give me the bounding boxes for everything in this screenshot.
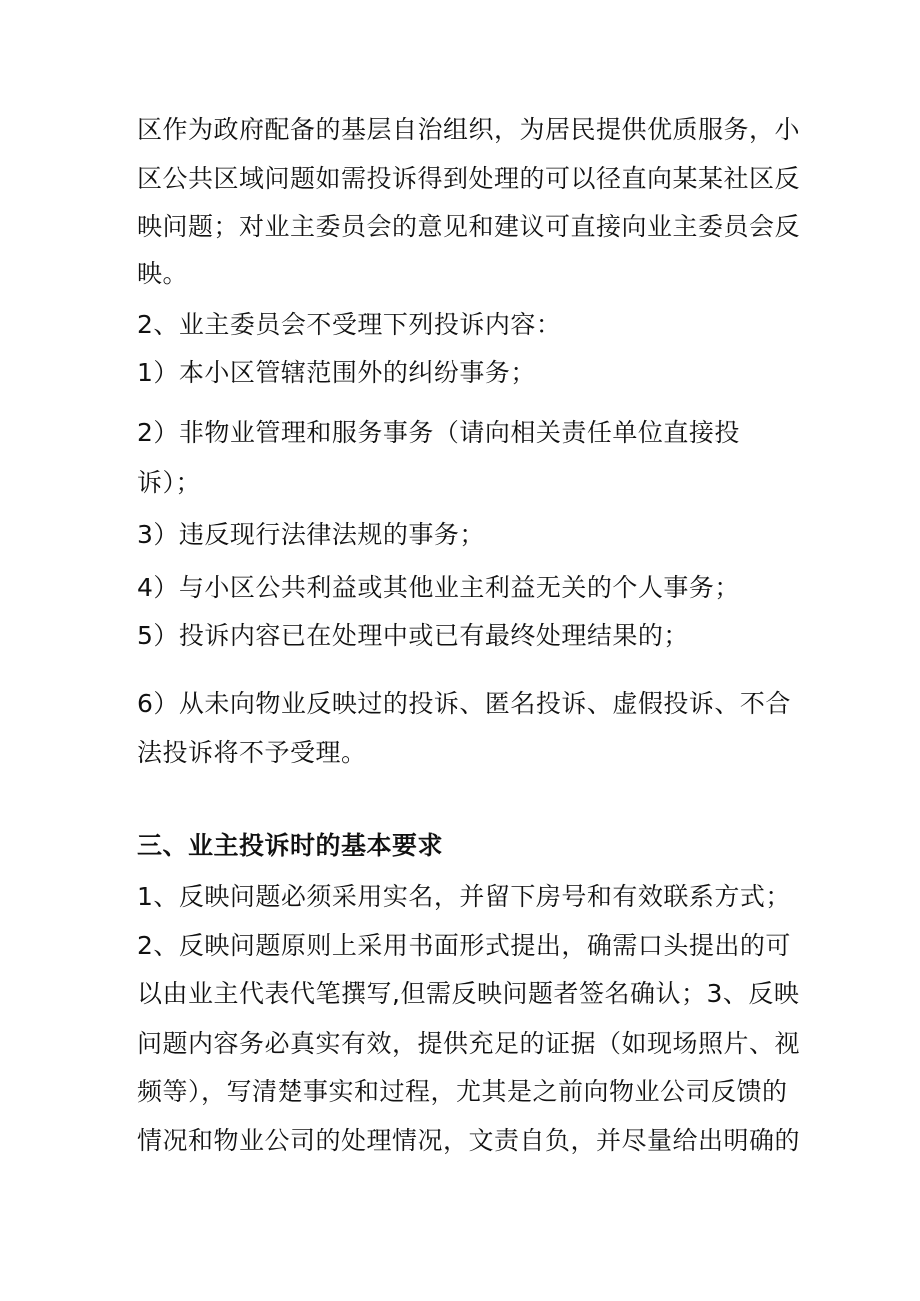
- section-two-title: 2、业主委员会不受理下列投诉内容：: [137, 310, 562, 339]
- section-three-line-2: 2、反映问题原则上采用书面形式提出，确需口头提出的可: [137, 931, 791, 960]
- section-two-item-2: 2）非物业管理和服务事务（请向相关责任单位直接投: [137, 418, 740, 447]
- intro-line-2: 区公共区域问题如需投诉得到处理的可以径直向某某社区反: [137, 164, 801, 193]
- section-two-item-5: 5）投诉内容已在处理中或已有最终处理结果的；: [137, 621, 689, 650]
- section-three-line-4: 问题内容务必真实有效，提供充足的证据（如现场照片、视: [137, 1029, 801, 1058]
- section-two-item-3: 3）违反现行法律法规的事务；: [137, 520, 485, 549]
- section-three-heading: 三、业主投诉时的基本要求: [137, 831, 444, 860]
- section-two-item-1: 1）本小区管辖范围外的纠纷事务；: [137, 358, 536, 387]
- section-two-item-6: 6）从未向物业反映过的投诉、匿名投诉、虚假投诉、不合: [137, 689, 791, 718]
- section-three-line-6: 情况和物业公司的处理情况，文责自负，并尽量给出明确的: [137, 1126, 801, 1155]
- section-three-line-3: 以由业主代表代笔撰写,但需反映问题者签名确认；3、反映: [137, 979, 800, 1008]
- section-three-line-1: 1、反映问题必须采用实名，并留下房号和有效联系方式；: [137, 882, 791, 911]
- section-two-item-6-cont: 法投诉将不予受理。: [137, 738, 367, 767]
- intro-line-4: 映。: [137, 259, 189, 288]
- section-two-item-4: 4）与小区公共利益或其他业主利益无关的个人事务；: [137, 573, 740, 602]
- intro-line-1: 区作为政府配备的基层自治组织，为居民提供优质服务，小: [137, 115, 801, 144]
- intro-line-3: 映问题；对业主委员会的意见和建议可直接向业主委员会反: [137, 212, 801, 241]
- section-two-item-2-cont: 诉）；: [137, 468, 202, 497]
- section-three-line-5: 频等），写清楚事实和过程，尤其是之前向物业公司反馈的: [137, 1077, 788, 1106]
